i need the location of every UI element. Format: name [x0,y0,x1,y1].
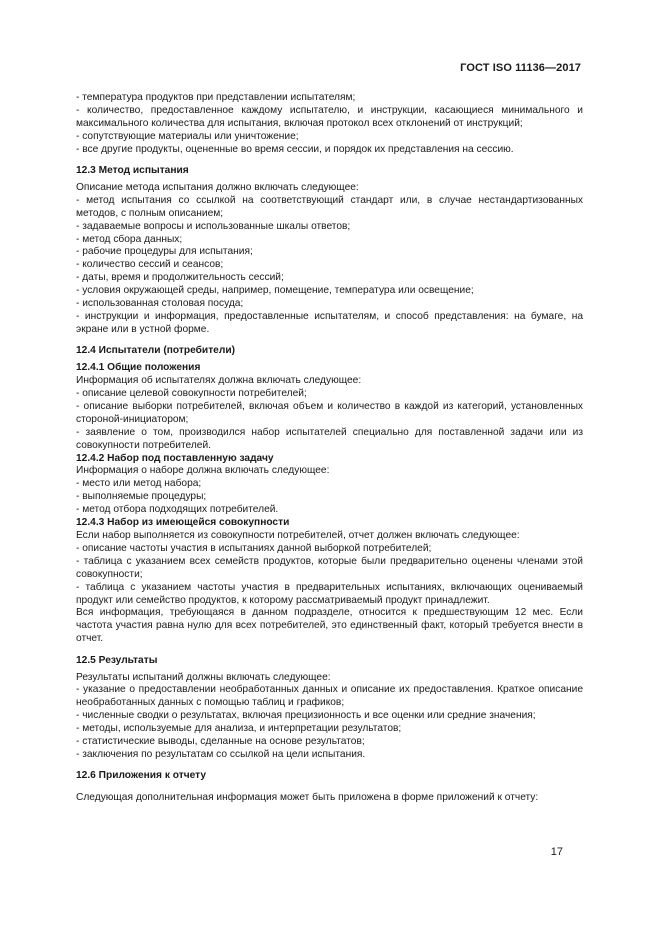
list-item: - таблица с указанием всех семейств продуктов, которые были предварительно оценены членами этой совокупности; [76,555,583,580]
section-intro: Описание метода испытания должно включать следующее: [76,181,359,193]
list-item: - все другие продукты, оцененные во время сессии, и порядок их представления на сессию. [76,143,514,155]
section-intro: Информация об испытателях должна включать следующее: [76,375,362,387]
list-item: - таблица с указанием частоты участия в предварительных испытаниях, включающих оцениваемый продукт или семейство продуктов, к которому рассматриваемый продукт принадлежит. [76,581,583,606]
list-item: - место или метод набора; [76,478,202,490]
document-body [76,92,583,805]
document-id-header: ГОСТ ISO 11136—2017 [460,62,581,74]
list-item: - выполняемые процедуры; [76,491,207,503]
list-item: - задаваемые вопросы и использованные шкалы ответов; [76,220,351,232]
list-item: - описание частоты участия в испытаниях данной выборкой потребителей; [76,542,432,554]
section-heading-12-3: 12.3 Метод испытания [76,165,189,177]
list-item: - количество, предоставленное каждому испытателю, и инструкции, касающиеся минимального и максимального количества для испытания, включая протокол всех отклонений от инструкций; [76,104,583,129]
section-intro: Если набор выполняется из совокупности потребителей, отчет должен включать следующее: [76,530,520,541]
section-intro: Результаты испытаний должны включать следующее: [76,671,331,683]
list-item: - статистические выводы, сделанные на основе результатов; [76,736,365,748]
section-closing-paragraph: Вся информация, требующаяся в данном подразделе, относится к предшествующим 12 мес. Если частота участия равна нулю для всех потребителей, это единственный факт, который требуется внести в отчет. [76,607,583,645]
list-item: - количество сессий и сеансов; [76,259,224,271]
section-heading-12-5: 12.5 Результаты [76,654,158,666]
list-item: - условия окружающей среды, например, помещение, температура или освещение; [76,285,474,297]
list-item: - даты, время и продолжительность сессий; [76,272,284,284]
page-number: 17 [550,846,563,858]
list-item: - температура продуктов при представлении испытателям; [76,92,356,103]
list-item: - инструкции и информация, предоставленные испытателям, и способ представления: на бумаге, на экране или в устной форме. [76,311,583,335]
list-item: - методы, используемые для анализа, и интерпретации результатов; [76,723,402,735]
list-item: - метод отбора подходящих потребителей. [76,504,279,516]
subsection-heading-12-4-2: 12.4.2 Набор под поставленную задачу [76,452,274,464]
list-item: - заявление о том, производился набор испытателей специально для поставленной задачи или из совокупности потребителей. [76,426,583,451]
list-item: - рабочие процедуры для испытания; [76,246,253,258]
list-item: - указание о предоставлении необработанных данных и описание их предоставления. Краткое описание необработанных данных с помощью таблиц и графиков; [76,684,583,709]
list-item: - метод сбора данных; [76,233,183,245]
list-item: - описание целевой совокупности потребителей; [76,388,307,400]
section-intro: Следующая дополнительная информация может быть приложена в форме приложений к отчету: [76,791,539,803]
list-item: - описание выборки потребителей, включая объем и количество в каждой из категорий, установленных стороной-инициатором; [76,400,583,425]
list-item: - сопутствующие материалы или уничтожение; [76,130,299,142]
section-heading-12-4: 12.4 Испытатели (потребители) [76,345,235,357]
subsection-heading-12-4-1: 12.4.1 Общие положения [76,362,201,374]
list-item: - численные сводки о результатах, включая прецизионность и все оценки или средние значения; [76,710,536,722]
section-intro: Информация о наборе должна включать следующее: [76,465,330,477]
list-item: - заключения по результатам со ссылкой на цели испытания. [76,749,366,760]
list-item: - метод испытания со ссылкой на соответствующий стандарт или, в случае нестандартизованных методов, с полным описанием; [76,194,583,219]
list-item: - использованная столовая посуда; [76,298,244,310]
subsection-heading-12-4-3: 12.4.3 Набор из имеющейся совокупности [76,517,290,529]
section-heading-12-6: 12.6 Приложения к отчету [76,770,207,782]
